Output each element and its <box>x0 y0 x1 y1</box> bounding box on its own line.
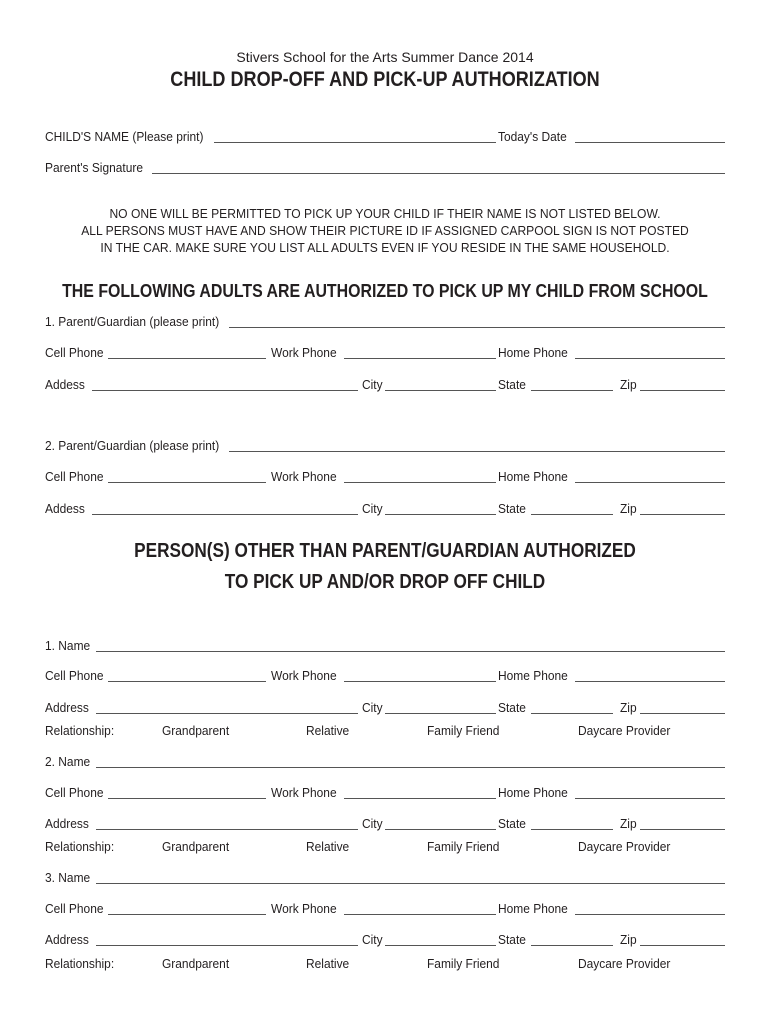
relationship-option-family-friend[interactable]: Family Friend <box>427 839 500 854</box>
relationship-option-grandparent[interactable]: Grandparent <box>162 723 230 738</box>
relationship-option-daycare-provider[interactable]: Daycare Provider <box>578 839 671 854</box>
cell-phone-field[interactable] <box>108 358 266 359</box>
city-field[interactable] <box>385 390 496 391</box>
state-label: State <box>498 700 526 715</box>
home-phone-label: Home Phone <box>498 901 568 916</box>
guardian-name-field[interactable] <box>229 451 725 452</box>
guardian-name-label: 2. Parent/Guardian (please print) <box>45 438 220 453</box>
cell-phone-field[interactable] <box>108 914 266 915</box>
address-label: Address <box>45 816 89 831</box>
child-name-field[interactable] <box>214 142 496 143</box>
parent-signature-label: Parent's Signature <box>45 160 144 175</box>
home-phone-field[interactable] <box>575 914 725 915</box>
zip-label: Zip <box>620 816 637 831</box>
parent-signature-field[interactable] <box>152 173 725 174</box>
relationship-option-grandparent[interactable]: Grandparent <box>162 839 230 854</box>
home-phone-field[interactable] <box>575 798 725 799</box>
person-name-field[interactable] <box>96 883 725 884</box>
todays-date-label: Today's Date <box>498 129 567 144</box>
city-label: City <box>362 377 383 392</box>
work-phone-field[interactable] <box>344 358 496 359</box>
section2-heading-line-2: TO PICK UP AND/OR DROP OFF CHILD <box>224 571 546 593</box>
home-phone-label: Home Phone <box>498 785 568 800</box>
work-phone-field[interactable] <box>344 914 496 915</box>
cell-phone-label: Cell Phone <box>45 345 104 360</box>
person-name-label: 2. Name <box>45 754 91 769</box>
zip-field[interactable] <box>640 829 725 830</box>
zip-field[interactable] <box>640 713 725 714</box>
relationship-label: Relationship: <box>45 956 115 971</box>
state-field[interactable] <box>531 713 613 714</box>
state-label: State <box>498 816 526 831</box>
person-name-field[interactable] <box>96 767 725 768</box>
zip-label: Zip <box>620 501 637 516</box>
work-phone-field[interactable] <box>344 482 496 483</box>
address-label: Addess <box>45 501 85 516</box>
section1-heading: THE FOLLOWING ADULTS ARE AUTHORIZED TO PICK UP MY CHILD FROM SCHOOL <box>62 280 708 301</box>
notice-line-1: NO ONE WILL BE PERMITTED TO PICK UP YOUR CHILD IF THEIR NAME IS NOT LISTED BELOW. <box>109 206 661 221</box>
relationship-option-relative[interactable]: Relative <box>306 839 350 854</box>
city-field[interactable] <box>385 713 496 714</box>
relationship-label: Relationship: <box>45 839 115 854</box>
cell-phone-field[interactable] <box>108 482 266 483</box>
address-label: Address <box>45 932 89 947</box>
person-name-label: 3. Name <box>45 870 91 885</box>
notice-line-3: IN THE CAR. MAKE SURE YOU LIST ALL ADULTS EVEN IF YOU RESIDE IN THE SAME HOUSEHOLD. <box>100 240 670 255</box>
zip-label: Zip <box>620 932 637 947</box>
zip-label: Zip <box>620 700 637 715</box>
cell-phone-label: Cell Phone <box>45 668 104 683</box>
zip-field[interactable] <box>640 514 725 515</box>
cell-phone-label: Cell Phone <box>45 785 104 800</box>
person-name-label: 1. Name <box>45 638 91 653</box>
home-phone-label: Home Phone <box>498 469 568 484</box>
state-label: State <box>498 501 526 516</box>
work-phone-field[interactable] <box>344 681 496 682</box>
notice-line-2: ALL PERSONS MUST HAVE AND SHOW THEIR PICTURE ID IF ASSIGNED CARPOOL SIGN IS NOT POSTED <box>81 223 689 238</box>
work-phone-label: Work Phone <box>271 345 337 360</box>
home-phone-field[interactable] <box>575 482 725 483</box>
work-phone-field[interactable] <box>344 798 496 799</box>
address-label: Address <box>45 700 89 715</box>
work-phone-label: Work Phone <box>271 901 337 916</box>
state-label: State <box>498 932 526 947</box>
zip-field[interactable] <box>640 390 725 391</box>
cell-phone-label: Cell Phone <box>45 901 104 916</box>
city-label: City <box>362 700 383 715</box>
home-phone-label: Home Phone <box>498 668 568 683</box>
address-field[interactable] <box>92 514 358 515</box>
cell-phone-field[interactable] <box>108 681 266 682</box>
address-field[interactable] <box>92 390 358 391</box>
city-label: City <box>362 816 383 831</box>
address-field[interactable] <box>96 945 358 946</box>
relationship-label: Relationship: <box>45 723 115 738</box>
relationship-option-family-friend[interactable]: Family Friend <box>427 723 500 738</box>
cell-phone-field[interactable] <box>108 798 266 799</box>
state-label: State <box>498 377 526 392</box>
home-phone-field[interactable] <box>575 681 725 682</box>
zip-field[interactable] <box>640 945 725 946</box>
work-phone-label: Work Phone <box>271 668 337 683</box>
state-field[interactable] <box>531 829 613 830</box>
todays-date-field[interactable] <box>575 142 725 143</box>
city-field[interactable] <box>385 829 496 830</box>
zip-label: Zip <box>620 377 637 392</box>
state-field[interactable] <box>531 945 613 946</box>
cell-phone-label: Cell Phone <box>45 469 104 484</box>
work-phone-label: Work Phone <box>271 785 337 800</box>
relationship-option-relative[interactable]: Relative <box>306 723 350 738</box>
form-subtitle: Stivers School for the Arts Summer Dance 2014 <box>236 49 534 65</box>
state-field[interactable] <box>531 390 613 391</box>
address-field[interactable] <box>96 713 358 714</box>
relationship-option-daycare-provider[interactable]: Daycare Provider <box>578 956 671 971</box>
child-name-label: CHILD'S NAME (Please print) <box>45 129 204 144</box>
section2-heading-line-1: PERSON(S) OTHER THAN PARENT/GUARDIAN AUTHORIZED <box>134 540 636 562</box>
home-phone-field[interactable] <box>575 358 725 359</box>
address-field[interactable] <box>96 829 358 830</box>
city-field[interactable] <box>385 514 496 515</box>
relationship-option-relative[interactable]: Relative <box>306 956 350 971</box>
state-field[interactable] <box>531 514 613 515</box>
relationship-option-daycare-provider[interactable]: Daycare Provider <box>578 723 671 738</box>
person-name-field[interactable] <box>96 651 725 652</box>
relationship-option-grandparent[interactable]: Grandparent <box>162 956 230 971</box>
city-label: City <box>362 932 383 947</box>
address-label: Addess <box>45 377 85 392</box>
guardian-name-label: 1. Parent/Guardian (please print) <box>45 314 220 329</box>
form-title: CHILD DROP-OFF AND PICK-UP AUTHORIZATION <box>170 68 600 91</box>
city-field[interactable] <box>385 945 496 946</box>
work-phone-label: Work Phone <box>271 469 337 484</box>
city-label: City <box>362 501 383 516</box>
relationship-option-family-friend[interactable]: Family Friend <box>427 956 500 971</box>
home-phone-label: Home Phone <box>498 345 568 360</box>
guardian-name-field[interactable] <box>229 327 725 328</box>
